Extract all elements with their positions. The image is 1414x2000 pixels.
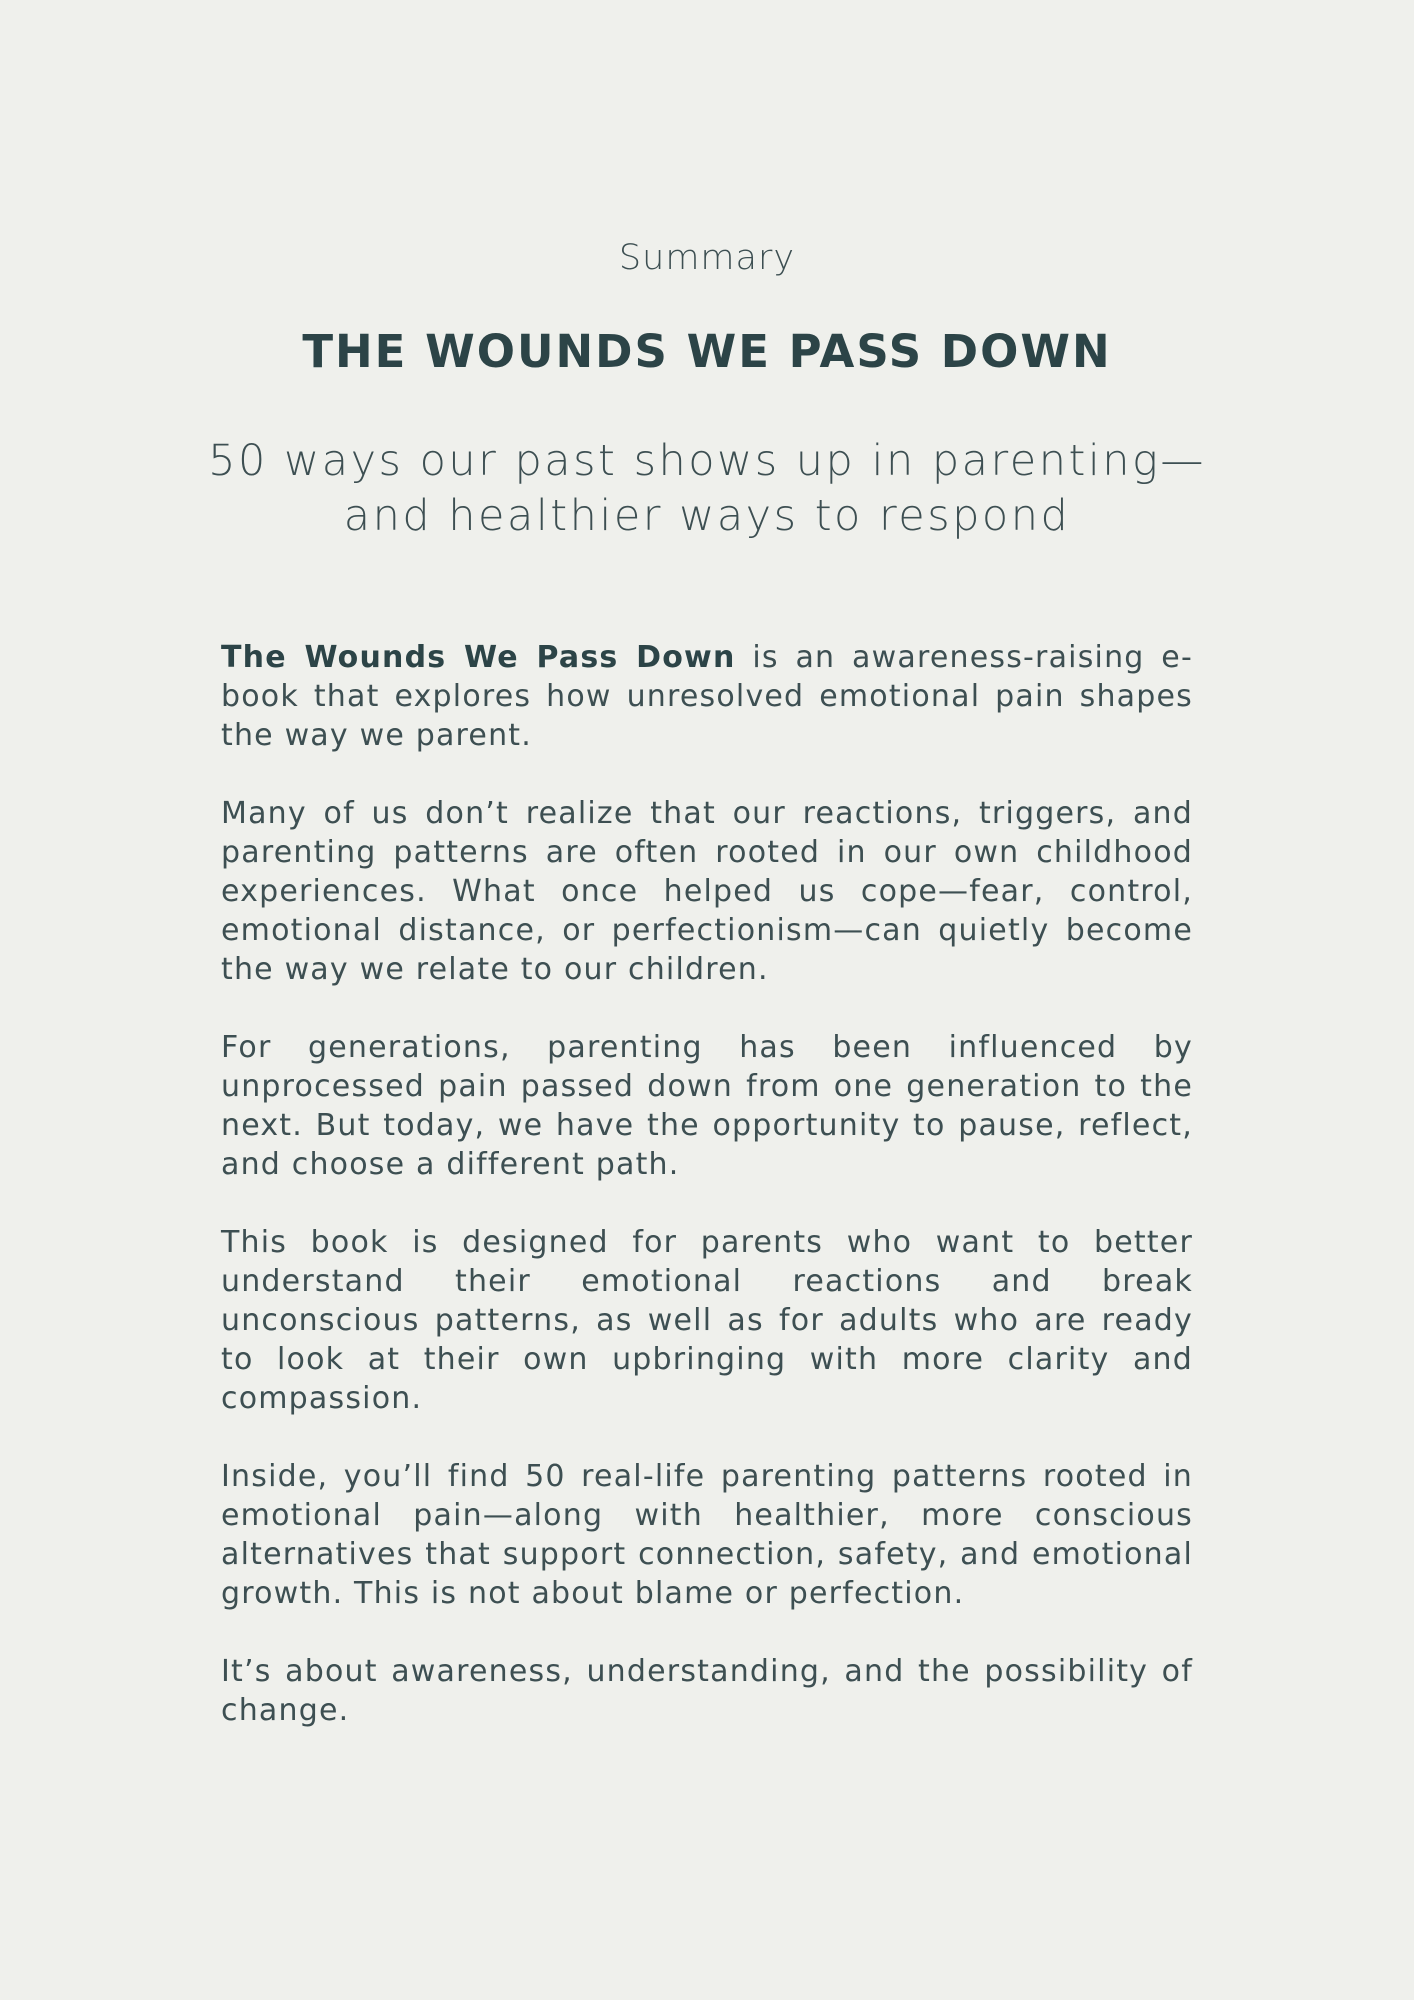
paragraph-4: This book is designed for parents who want to better understand their emotional reactions and break unconscious patterns, as well as for adults who are ready to look at their own upbringing with more clarity and compassion. bbox=[221, 1225, 1193, 1416]
section-label: Summary bbox=[618, 238, 796, 278]
subtitle-line-1: 50 ways our past shows up in parenting— bbox=[208, 436, 1206, 486]
paragraph-5: Inside, you’ll find 50 real-life parenting patterns rooted in emotional pain—along with healthier, more conscious alternatives that support connection, safety, and emotional growth. This is not about blame or perfection. bbox=[221, 1459, 1193, 1611]
paragraph-3: For generations, parenting has been influenced by unprocessed pain passed down from one generation to the next. But today, we have the opportunity to pause, reflect, and choose a different path. bbox=[221, 1030, 1193, 1182]
paragraph-1 bbox=[221, 638, 1193, 755]
paragraph-6: It’s about awareness, understanding, and the possibility of change. bbox=[221, 1654, 1193, 1728]
book-title-emphasis: The Wounds We Pass Down bbox=[221, 640, 736, 675]
page-title: THE WOUNDS WE PASS DOWN bbox=[302, 325, 1112, 378]
subtitle-line-2: and healthier ways to respond bbox=[343, 491, 1071, 541]
summary-body bbox=[221, 638, 1193, 1769]
paragraph-2: Many of us don’t realize that our reactions, triggers, and parenting patterns are often rooted in our own childhood experiences. What once helped us cope—fear, control, emotional distance, or perfectionism—can quietly become the way we relate to our children. bbox=[221, 796, 1193, 987]
paragraph-1-text: is an awareness-raising e-book that explores how unresolved emotional pain shapes the way we parent. bbox=[221, 640, 1193, 753]
page-subtitle bbox=[180, 434, 1234, 544]
